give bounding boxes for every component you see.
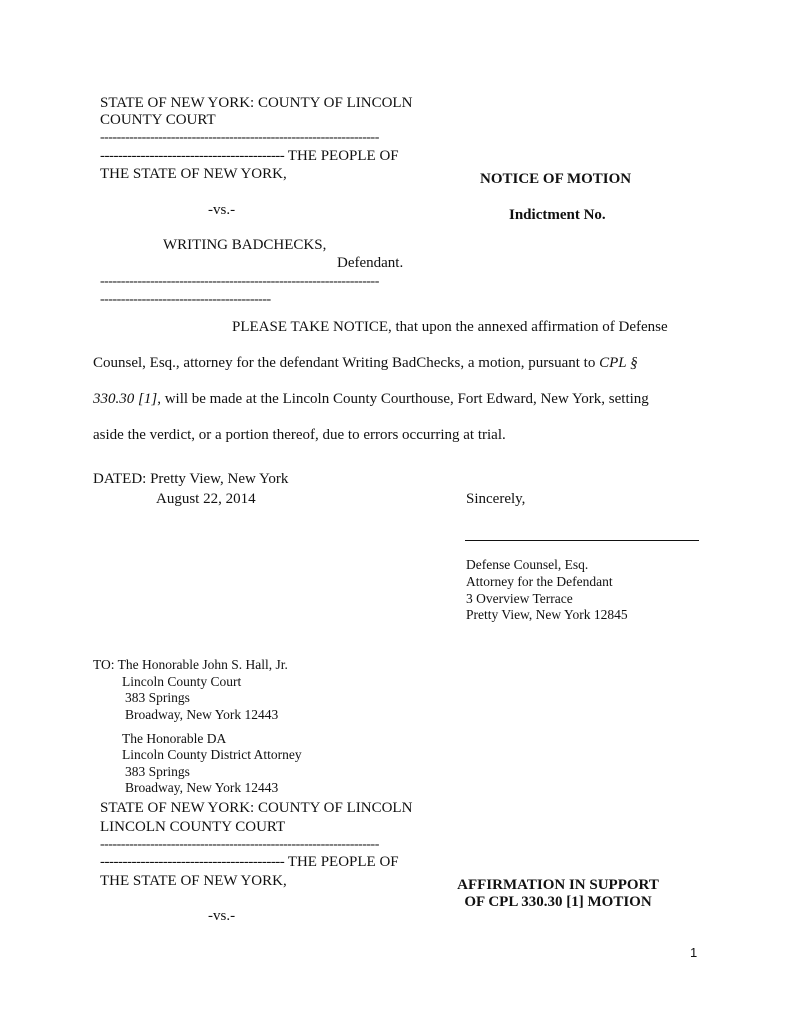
caption2-divider-part: ----------------------------------------- (100, 854, 285, 870)
body-paragraph-line-4: aside the verdict, or a portion thereof, due to errors occurring at trial. (93, 427, 506, 443)
cpl-citation-part-1: CPL § (599, 355, 638, 371)
body-line-3-text: , will be made at the Lincoln County Courthouse, Fort Edward, New York, setting (157, 391, 649, 407)
caption-people-line (100, 147, 399, 165)
signature-line (465, 540, 699, 541)
recipient-da-office: Lincoln County District Attorney (122, 747, 302, 762)
people-state-label: THE STATE OF NEW YORK, (100, 166, 287, 182)
recipient-court: Lincoln County Court (122, 674, 242, 689)
defendant-name: WRITING BADCHECKS, (163, 237, 327, 253)
dated-location: DATED: Pretty View, New York (93, 471, 289, 487)
caption2-court-name: LINCOLN COUNTY COURT (100, 819, 286, 835)
caption2-people-state: THE STATE OF NEW YORK, (100, 873, 287, 889)
signer-name: Defense Counsel, Esq. (466, 557, 589, 572)
signer-address-street: 3 Overview Terrace (466, 591, 573, 606)
page-number: 1 (690, 945, 698, 960)
caption-divider-part: ----------------------------------------- (100, 148, 285, 164)
caption2-people-label: THE PEOPLE OF (284, 854, 399, 870)
recipient-court-city: Broadway, New York 12443 (125, 707, 279, 722)
caption-state-county: STATE OF NEW YORK: COUNTY OF LINCOLN (100, 95, 413, 111)
caption-divider-bottom-part: ----------------------------------------- (100, 292, 271, 307)
people-label: THE PEOPLE OF (284, 148, 399, 164)
body-line-2-text: Counsel, Esq., attorney for the defendant Writing BadChecks, a motion, pursuant to (93, 355, 600, 371)
caption2-divider: ------------------------------------------------------------------- (100, 837, 379, 852)
recipient-da-street: 383 Springs (125, 764, 190, 779)
caption-divider: ------------------------------------------------------------------- (100, 130, 379, 145)
body-paragraph-line-1: PLEASE TAKE NOTICE, that upon the annexed affirmation of Defense (232, 319, 668, 335)
notice-of-motion-heading: NOTICE OF MOTION (480, 171, 632, 187)
dated-date: August 22, 2014 (156, 491, 256, 507)
recipient-court-street: 383 Springs (125, 690, 190, 705)
recipient-da-title: The Honorable DA (122, 731, 227, 746)
caption2-state-county: STATE OF NEW YORK: COUNTY OF LINCOLN (100, 800, 413, 816)
caption-court-name: COUNTY COURT (100, 112, 216, 128)
affirmation-heading-line-1: AFFIRMATION IN SUPPORT (457, 877, 659, 893)
caption-divider-bottom: ------------------------------------------------------------------- (100, 274, 379, 289)
signer-title: Attorney for the Defendant (466, 574, 613, 589)
closing-sincerely: Sincerely, (466, 491, 526, 507)
affirmation-heading-line-2: OF CPL 330.30 [1] MOTION (464, 894, 652, 910)
to-recipient-judge: TO: The Honorable John S. Hall, Jr. (93, 657, 288, 672)
defendant-label: Defendant. (337, 255, 404, 271)
recipient-da-city: Broadway, New York 12443 (125, 780, 279, 795)
body-paragraph-line-3 (93, 390, 649, 408)
body-paragraph-line-2 (93, 354, 638, 372)
indictment-number-label: Indictment No. (509, 207, 606, 223)
caption2-versus-label: -vs.- (208, 908, 236, 924)
signer-address-city: Pretty View, New York 12845 (466, 607, 628, 622)
cpl-citation-part-2: 330.30 [1] (93, 391, 158, 407)
versus-label: -vs.- (208, 202, 236, 218)
caption2-people-line (100, 853, 399, 871)
